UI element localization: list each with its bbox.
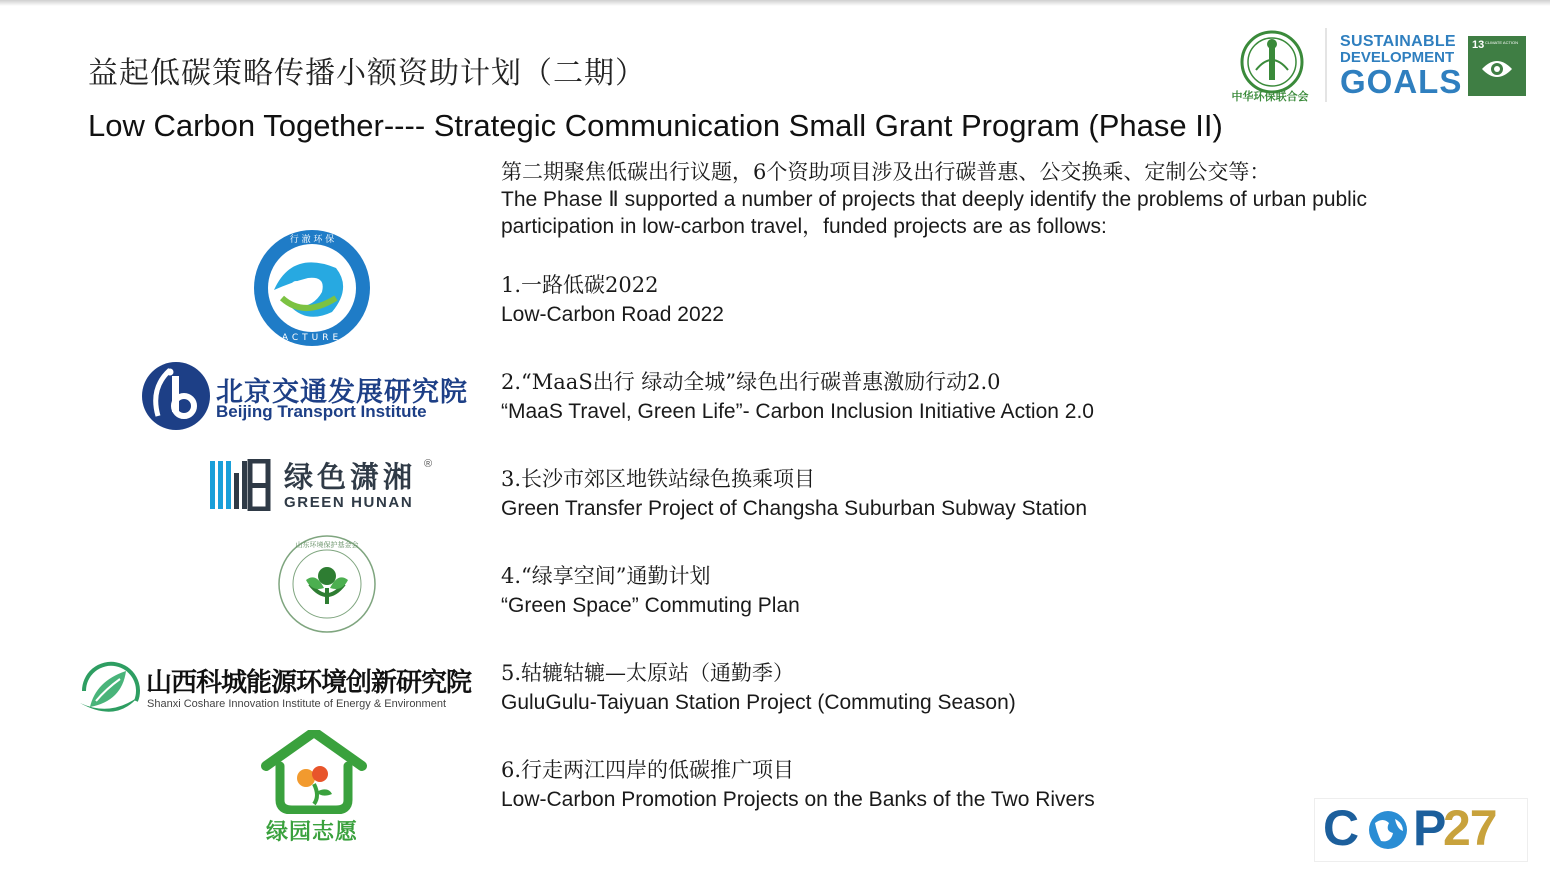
project-4-en: “Green Space” Commuting Plan	[501, 594, 800, 617]
top-shadow-bar	[0, 0, 1550, 6]
page-title-cn: 益起低碳策略传播小额资助计划（二期）	[88, 56, 646, 91]
sdg13-text: CLIMATE ACTION	[1485, 40, 1519, 45]
logo-divider	[1325, 28, 1327, 102]
shanxi-coshare-logo-mark	[76, 657, 144, 723]
sdg13-badge	[1468, 36, 1526, 96]
project-1-cn: 1.一路低碳2022	[501, 273, 659, 297]
green-hunan-en: GREEN HUNAN	[284, 494, 414, 511]
cop27-letter-c: C	[1323, 800, 1359, 856]
project-item-1	[501, 270, 1481, 330]
shandong-ring-text: 山东环境保护基金会	[295, 541, 359, 549]
bti-name-en: Beijing Transport Institute	[216, 402, 427, 421]
eye-earth-icon	[1481, 58, 1513, 80]
bti-name-cn: 北京交通发展研究院	[216, 377, 468, 407]
shanxi-coshare-en: Shanxi Coshare Innovation Institute of Energy & Environment	[147, 698, 447, 710]
project-6-en: Low-Carbon Promotion Projects on the Banks of the Two Rivers	[501, 788, 1095, 811]
lvyuan-volunteer-name: 绿园志愿	[266, 819, 359, 844]
project-1-en: Low-Carbon Road 2022	[501, 303, 724, 326]
intro-en: The Phase Ⅱ supported a number of projects that deeply identify the problems of urban public participation in low-carbon travel，funded projects are as follows:	[501, 188, 1368, 238]
shanxi-coshare-cn: 山西科城能源环境创新研究院	[146, 668, 472, 698]
project-2-cn: 2.“MaaS出行 绿动全城”绿色出行碳普惠激励行动2.0	[501, 370, 1001, 394]
project-5-en: GuluGulu-Taiyuan Station Project (Commuting Season)	[501, 691, 1016, 714]
project-item-3	[501, 464, 1481, 524]
sdg-line1: SUSTAINABLE	[1340, 33, 1456, 50]
cop27-logo	[1314, 798, 1528, 862]
project-4-cn: 4.“绿享空间”通勤计划	[501, 564, 711, 588]
project-3-cn: 3.长沙市郊区地铁站绿色换乘项目	[501, 467, 816, 491]
green-hunan-logo-mark	[208, 459, 272, 511]
project-6-cn: 6.行走两江四岸的低碳推广项目	[501, 758, 795, 782]
project-5-cn: 5.轱辘轱辘—太原站（通勤季）	[501, 661, 795, 685]
project-2-en: “MaaS Travel, Green Life”- Carbon Inclusion Initiative Action 2.0	[501, 400, 1094, 423]
project-item-5	[501, 658, 1481, 718]
acef-name: 中华环保联合会	[1231, 90, 1309, 103]
project-3-en: Green Transfer Project of Changsha Suburban Subway Station	[501, 497, 1088, 520]
acture-logo	[252, 228, 372, 348]
bti-logo-mark	[140, 358, 212, 434]
shandong-foundation-logo	[276, 534, 378, 634]
project-item-4	[501, 561, 1481, 621]
acture-cn: 行 澈 环 保	[289, 235, 335, 245]
green-hunan-cn: 绿色潇湘	[284, 462, 417, 494]
cop27-number: 27	[1443, 800, 1497, 856]
sdg13-number: 13	[1472, 39, 1485, 51]
globe-icon	[1367, 809, 1409, 851]
sdg-line2: DEVELOPMENT	[1340, 49, 1455, 66]
cop27-letter-p: P	[1413, 800, 1447, 856]
sdg-line3: GOALS	[1340, 63, 1463, 100]
intro-block	[501, 158, 1481, 240]
page-title-en: Low Carbon Together---- Strategic Communication Small Grant Program (Phase II)	[88, 108, 1223, 143]
intro-cn: 第二期聚焦低碳出行议题，6个资助项目涉及出行碳普惠、公交换乘、定制公交等：	[501, 160, 1271, 184]
sdg-logo	[1340, 33, 1463, 100]
green-hunan-registered: ®	[424, 458, 433, 470]
project-item-2	[501, 367, 1481, 427]
acture-text: ACTURE	[281, 333, 343, 343]
lvyuan-volunteer-logo	[260, 730, 368, 814]
